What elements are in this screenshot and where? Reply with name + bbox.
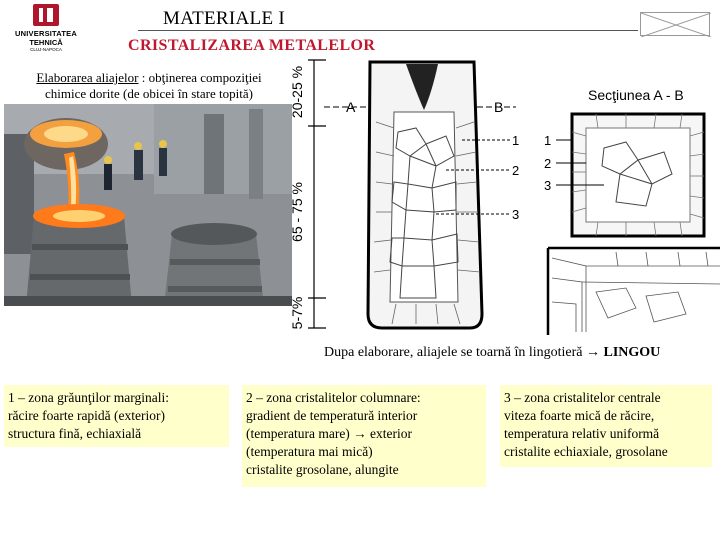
- zone-2-line1: 2 – zona cristalitelor columnare:: [246, 390, 421, 405]
- zone-1-line3: structura fină, echiaxială: [8, 426, 142, 441]
- label-b: B: [494, 99, 504, 115]
- caption-text: Dupa elaborare, aliajele se toarnă în lingotieră →: [324, 345, 604, 360]
- ingot-mark-3: 3: [512, 207, 520, 222]
- ingot-caption: [324, 345, 660, 361]
- university-emblem-icon: [33, 4, 59, 26]
- crossed-box-icon: [641, 13, 711, 37]
- section-title: Secţiunea A - B: [588, 87, 684, 103]
- zone-2-line2: gradient de temperatură interior: [246, 408, 418, 423]
- section-mark-3: 3: [544, 178, 552, 193]
- ingot-mark-2: 2: [512, 163, 520, 178]
- zone-1-line1: 1 – zona grăunţilor marginali:: [8, 390, 169, 405]
- intro-line2: chimice dorite (de obicei în stare topită): [45, 86, 253, 101]
- logo-text-line1: UNIVERSITATEA: [15, 29, 77, 38]
- logo-text-line2: TEHNICĂ: [29, 38, 63, 47]
- pct-top-label: 20-25 %: [289, 65, 305, 119]
- zone-3-line3: temperatura relativ uniformă: [504, 426, 660, 441]
- slide-title: CRISTALIZAREA METALELOR: [128, 37, 376, 54]
- zone-2-line4: (temperatura mai mică): [246, 444, 373, 459]
- caption-bold: LINGOU: [603, 345, 661, 360]
- label-a: A: [346, 99, 356, 115]
- corner-crossed-box: [640, 12, 710, 36]
- intro-text: [14, 70, 284, 102]
- pct-bot-label: 5-7%: [289, 296, 305, 330]
- ingot-mark-1: 1: [512, 133, 520, 148]
- course-title: MATERIALE I: [163, 8, 286, 29]
- section-mark-1: 1: [544, 133, 552, 148]
- zone-2-line5: cristalite grosolane, alungite: [246, 462, 399, 477]
- university-logo: [8, 4, 84, 52]
- zone-3-box: [500, 385, 712, 467]
- zone-1-line2: răcire foarte rapidă (exterior): [8, 408, 166, 423]
- title-underline: [138, 30, 638, 31]
- pouring-photo: [4, 104, 292, 306]
- logo-text-line3: CLUJ-NAPOCA: [30, 47, 62, 52]
- section-mark-2: 2: [544, 156, 552, 171]
- zone-1-box: [4, 385, 229, 447]
- pct-mid-label: 65 - 75 %: [289, 182, 305, 242]
- intro-rest-line1: : obţinerea compoziţiei: [138, 70, 262, 85]
- ingot-diagram: [286, 52, 720, 335]
- zone-3-line2: viteza foarte mică de răcire,: [504, 408, 655, 423]
- zone-2-line3: (temperatura mare) → exterior: [246, 426, 413, 441]
- intro-term: Elaborarea aliajelor: [36, 70, 139, 85]
- zone-3-line1: 3 – zona cristalitelor centrale: [504, 390, 661, 405]
- zone-2-box: [242, 385, 486, 487]
- zone-3-line4: cristalite echiaxiale, grosolane: [504, 444, 668, 459]
